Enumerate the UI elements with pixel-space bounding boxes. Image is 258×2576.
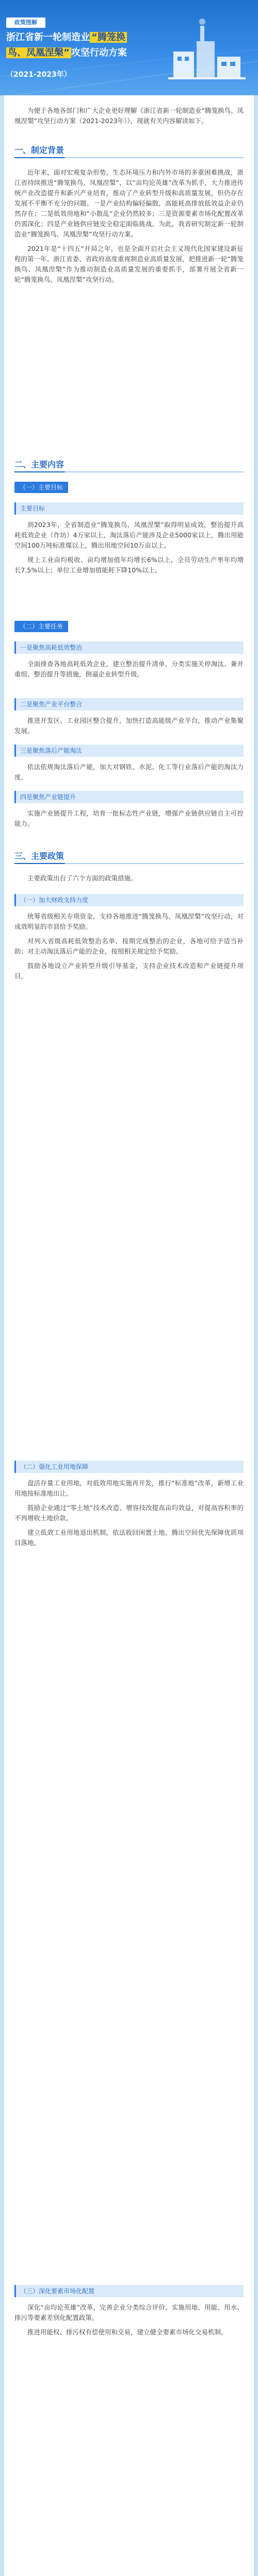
title-part2: 攻坚行动方案: [71, 47, 127, 58]
intro-block: [14, 106, 244, 126]
section-rule: [14, 157, 244, 158]
section-title: 二、主要内容: [14, 460, 64, 469]
section-background-heading: [14, 142, 244, 159]
section-content-heading: [14, 456, 244, 473]
policy-intro: 主要政策出台了六个方面的政策措施。: [27, 874, 137, 882]
policy-graphic-badge: 政策图解: [6, 18, 45, 28]
task-box-heading: 四是聚焦产业链提升: [14, 791, 244, 803]
policy-paragraph: 鼓励各地设立产业转型升级引导基金，支持企业技术改造和产业链提升项目。: [14, 962, 244, 980]
task-block: [14, 808, 244, 829]
policy-paragraph: 统筹省级相关专项资金，支持各地推进“腾笼换鸟、凤凰涅槃”攻坚行动，对成效明显的市县给予奖励。: [14, 912, 244, 930]
goal-paragraph: 到2023年，全省制造业“腾笼换鸟、凤凰涅槃”取得明显成效，整治提升高耗低效企业（作坊）4万家以上，淘汰落后产能涉及企业5000家以上，腾出用能空间100万吨标准煤以上，腾出用地空间10万亩以上。: [14, 521, 244, 549]
task-box-heading: 二是聚焦产业平台整合: [14, 698, 244, 710]
policy-paragraph: 盘活存量工业用地，对低效用地实施再开发，推行“标准地”改革，新增工业用地按标准地出让。: [14, 1479, 244, 1497]
task-paragraph: 推进开发区、工业园区整合提升，加快打造高能级产业平台，推动产业集聚发展。: [14, 717, 244, 735]
policy-paragraph: 鼓励企业通过“零土地”技术改造、增容技改提高亩均效益，对提高容积率的不再增收土地价款。: [14, 1504, 244, 1522]
section-rule: [14, 471, 244, 472]
background-paragraph: 近年来，面对宏观复杂形势，生态环境压力和内外市场的多重困难挑战，浙江省持续推进“腾笼换鸟、凤凰涅槃”，以“亩均论英雄”改革为抓手，大力推进传统产业改造提升和新兴产业培育，推动了产业转型升级和高质量发展，但仍存在发展不平衡不充分的问题。一是产业结构偏轻偏散，高能耗高排放低效益企业仍然存在；二是低效用地和“小散乱”企业仍然较多；三是资源要素市场化配置改革仍需深化；四是产业链供应链安全稳定面临挑战。为此，我省研究制定新一轮制造业“腾笼换鸟、凤凰涅槃”攻坚行动方案。: [14, 168, 244, 238]
policy-intro-block: [14, 873, 244, 884]
goal-paragraph: 规上工业亩均税收、亩均增加值年均增长6%以上，全员劳动生产率年均增长7.5%以上；单位工业增加值能耗下降10%以上。: [14, 556, 244, 574]
intro-text: 为便于各地各部门和广大企业更好理解《浙江省新一轮制造业“腾笼换鸟、凤凰涅槃”攻坚行动方案（2021-2023年）》，现就有关内容解读如下。: [14, 107, 244, 125]
policy-block: [14, 1478, 244, 1548]
task-paragraph: 全面排查各地高耗低效企业，建立整治提升清单，分类实施关停淘汰、兼并重组、整治提升等措施，倒逼企业转型升级。: [14, 660, 244, 678]
policy-paragraph: 对列入省级高耗低效整治名单、按期完成整治的企业，各地可给予适当补助；对主动淘汰落后产能的企业，按照相关规定给予奖励。: [14, 937, 244, 955]
section-rule: [14, 863, 244, 864]
task-paragraph: 依法依规淘汰落后产能，加大对钢铁、水泥、化工等行业落后产能的淘汰力度。: [14, 763, 244, 781]
background-paragraph: 2021年是“十四五”开局之年，也是全面开启社会主义现代化国家建设新征程的第一年。浙江省委、省政府高度重视制造业高质量发展，把推进新一轮“腾笼换鸟、凤凰涅槃”作为推动制造业高质量发展的重要抓手，部署开展全省新一轮“腾笼换鸟、凤凰涅槃”攻坚行动。: [14, 245, 244, 283]
background-block: [14, 167, 244, 285]
tasks-tag: （二）主要任务: [14, 621, 68, 632]
policy-block: [14, 2302, 244, 2337]
section-title: 三、主要政策: [14, 851, 64, 861]
task-block: [14, 659, 244, 680]
title-highlight-1: “腾笼换: [90, 32, 127, 43]
task-block: [14, 762, 244, 783]
section-title: 一、制定背景: [14, 145, 64, 155]
task-paragraph: 实施产业链提升工程，培育一批标志性产业链，增强产业链供应链自主可控能力。: [14, 809, 244, 827]
task-block: [14, 716, 244, 736]
header-title: [6, 30, 151, 61]
title-part1: 浙江省新一轮制造业: [6, 32, 90, 43]
policy-heading: （三）深化要素市场化配置: [14, 2285, 244, 2297]
task-box-heading: 三是聚焦落后产能淘汰: [14, 744, 244, 757]
title-highlight-2: 鸟、凤凰涅槃”: [6, 47, 71, 58]
policy-heading: （一）加大财政支持力度: [14, 894, 244, 906]
policy-paragraph: 深化“亩均论英雄”改革，完善企业分类综合评价，实施用地、用能、用水、排污等要素差别化配置政策。: [14, 2303, 244, 2321]
content-panel: [4, 95, 254, 2576]
policy-heading: （二）强化工业用地保障: [14, 1461, 244, 1473]
goals-block: [14, 520, 244, 575]
goal-box-heading: 主要目标: [14, 502, 244, 515]
policy-block: [14, 911, 244, 981]
goal-tag: （一）主要目标: [14, 482, 68, 493]
header-year: （2021-2023年）: [6, 71, 71, 79]
section-policy-heading: [14, 848, 244, 865]
task-box-heading: 一是聚焦高耗低效整治: [14, 641, 244, 654]
policy-paragraph: 推进用能权、排污权有偿使用和交易，建立健全要素市场化交易机制。: [27, 2328, 228, 2336]
header-banner: [0, 0, 258, 95]
factory-illustration-icon: [168, 15, 246, 82]
policy-paragraph: 建立低效工业用地退出机制，依法收回闲置土地，腾出空间优先保障优质项目落地。: [14, 1529, 244, 1547]
